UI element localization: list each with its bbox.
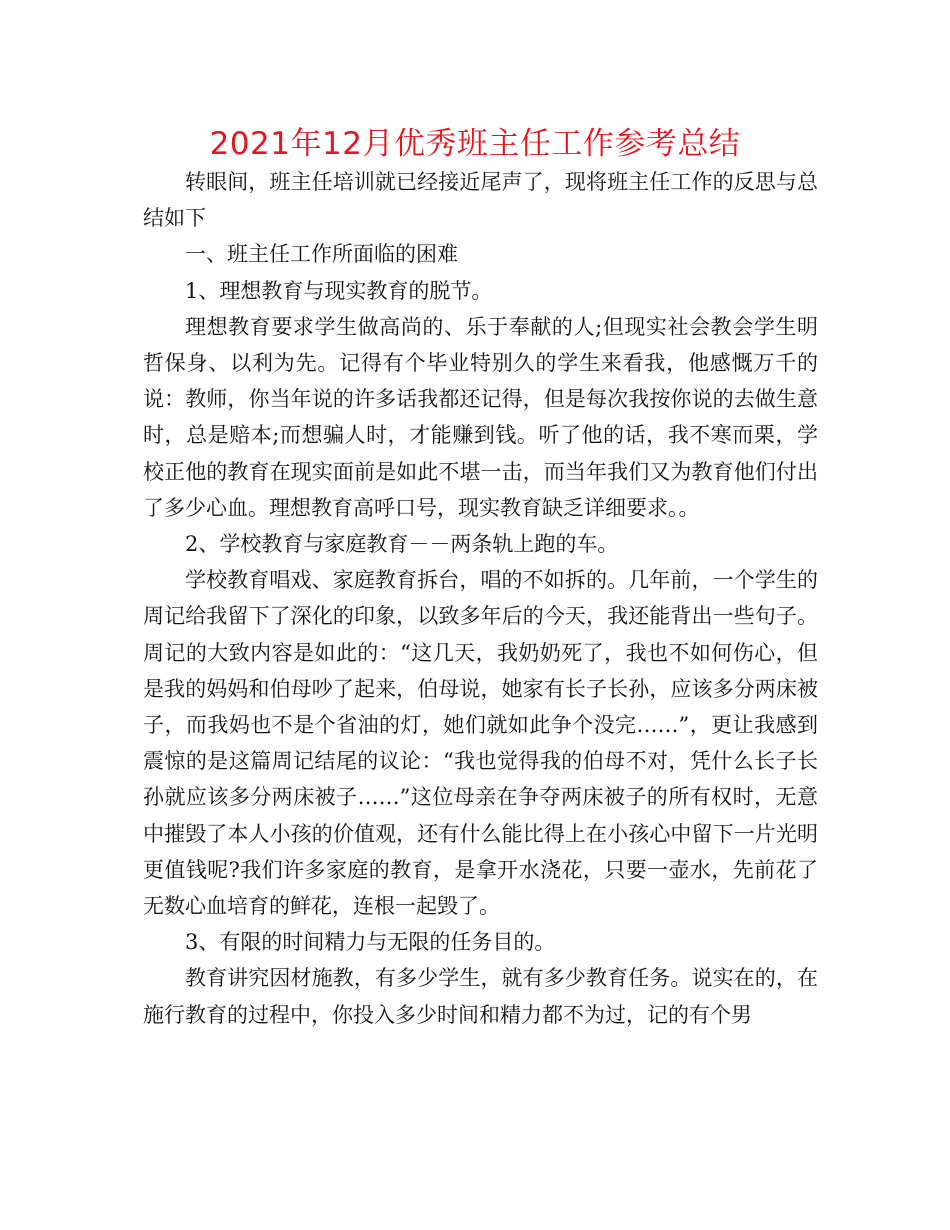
paragraph-1: 理想教育要求学生做高尚的、乐于奉献的人;但现实社会教会学生明哲保身、以利为先。记得有个毕业特别久的学生来看我，他感慨万千的说：教师，你当年说的许多话我都还记得，但是每次我按你说的去做生意时，总是赔本;而想骗人时，才能赚到钱。听了他的话，我不寒而栗，学校正他的教育在现实面前是如此不堪一击，而当年我们又为教育他们付出了多少心血。理想教育高呼口号，现实教育缺乏详细要求。。	[143, 314, 818, 520]
document-title: 2021年12月优秀班主任工作参考总结	[209, 126, 741, 162]
section-heading-difficulties: 一、班主任工作所面临的困难	[185, 242, 458, 267]
paragraph-2: 学校教育唱戏、家庭教育拆台，唱的不如拆的。几年前，一个学生的周记给我留下了深化的印象，以致多年后的今天，我还能背出一些句子。周记的大致内容是如此的：“这几天，我奶奶死了，我也不如何伤心，但是我的妈妈和伯母吵了起来，伯母说，她家有长子长孙，应该多分两床被子，而我妈也不是个省油的灯，她们就如此争个没完……”，更让我感到震惊的是这篇周记结尾的议论：“我也觉得我的伯母不对，凭什么长子长孙就应该多分两床被子……”这位母亲在争夺两床被子的所有权时，无意中摧毁了本人小孩的价值观，还有什么能比得上在小孩心中留下一片光明更值钱呢?我们许多家庭的教育，是拿开水浇花，只要一壶水，先前花了无数心血培育的鲜花，连根一起毁了。	[143, 568, 818, 919]
paragraph-intro: 转眼间，班主任培训就已经接近尾声了，现将班主任工作的反思与总结如下	[143, 170, 818, 231]
subheading-2: 2、学校教育与家庭教育－－两条轨上跑的车。	[185, 532, 619, 557]
paragraph-3: 教育讲究因材施教，有多少学生，就有多少教育任务。说实在的，在施行教育的过程中，你投入多少时间和精力都不为过，记的有个男	[143, 966, 818, 1027]
subheading-3: 3、有限的时间精力与无限的任务目的。	[185, 930, 556, 955]
subheading-1: 1、理想教育与现实教育的脱节。	[185, 278, 493, 303]
document-body	[143, 164, 818, 1033]
